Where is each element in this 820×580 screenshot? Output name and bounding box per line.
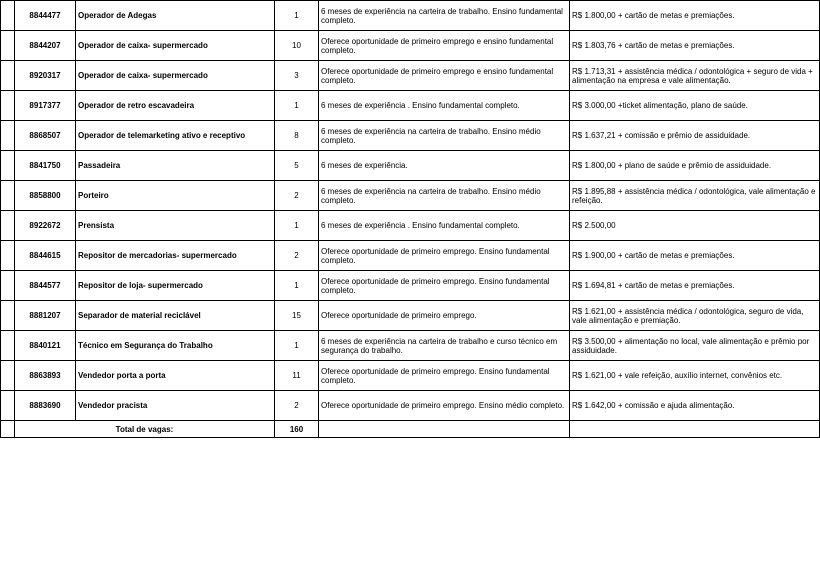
job-benefits: R$ 1.800,00 + cartão de metas e premiações. — [570, 1, 820, 31]
table-row — [1, 31, 820, 61]
job-vacancies: 1 — [275, 331, 319, 361]
job-requirements: Oferece oportunidade de primeiro emprego e ensino fundamental completo. — [319, 61, 570, 91]
table-row — [1, 181, 820, 211]
job-vacancies: 2 — [275, 391, 319, 421]
table-row — [1, 1, 820, 31]
job-vacancies: 5 — [275, 151, 319, 181]
job-vacancies: 1 — [275, 271, 319, 301]
total-row — [1, 421, 820, 438]
table-row — [1, 241, 820, 271]
job-rows — [1, 1, 820, 438]
job-vacancies: 2 — [275, 181, 319, 211]
job-code: 8844577 — [15, 271, 76, 301]
job-vacancies: 1 — [275, 91, 319, 121]
job-title: Operador de caixa- supermercado — [76, 31, 275, 61]
job-code: 8920317 — [15, 61, 76, 91]
job-title: Vendedor porta a porta — [76, 361, 275, 391]
job-code: 8844615 — [15, 241, 76, 271]
row-margin-cell — [1, 181, 15, 211]
job-title: Separador de material reciclável — [76, 301, 275, 331]
job-code: 8883690 — [15, 391, 76, 421]
job-code: 8863893 — [15, 361, 76, 391]
job-benefits: R$ 1.637,21 + comissão e prêmio de assiduidade. — [570, 121, 820, 151]
row-margin-cell — [1, 421, 15, 438]
job-requirements: 6 meses de experiência. — [319, 151, 570, 181]
job-benefits: R$ 1.621,00 + assistência médica / odontológica, seguro de vida, vale alimentação e premiação. — [570, 301, 820, 331]
job-code: 8858800 — [15, 181, 76, 211]
total-empty-cell — [570, 421, 820, 438]
row-margin-cell — [1, 61, 15, 91]
total-label: Total de vagas: — [15, 421, 275, 438]
row-margin-cell — [1, 241, 15, 271]
job-title: Repositor de mercadorias- supermercado — [76, 241, 275, 271]
job-requirements: 6 meses de experiência na carteira de trabalho. Ensino médio completo. — [319, 181, 570, 211]
job-requirements: 6 meses de experiência . Ensino fundamental completo. — [319, 91, 570, 121]
table-row — [1, 121, 820, 151]
total-value: 160 — [275, 421, 319, 438]
row-margin-cell — [1, 211, 15, 241]
job-title: Vendedor pracista — [76, 391, 275, 421]
job-benefits: R$ 1.713,31 + assistência médica / odontológica + seguro de vida + alimentação na empresa e vale alimentação. — [570, 61, 820, 91]
job-title: Passadeira — [76, 151, 275, 181]
row-margin-cell — [1, 301, 15, 331]
job-title: Porteiro — [76, 181, 275, 211]
job-code: 8844207 — [15, 31, 76, 61]
job-code: 8881207 — [15, 301, 76, 331]
row-margin-cell — [1, 1, 15, 31]
job-code: 8868507 — [15, 121, 76, 151]
job-benefits: R$ 1.800,00 + plano de saúde e prêmio de assiduidade. — [570, 151, 820, 181]
row-margin-cell — [1, 391, 15, 421]
job-requirements: 6 meses de experiência na carteira de trabalho e curso técnico em segurança do trabalho. — [319, 331, 570, 361]
job-benefits: R$ 1.900,00 + cartão de metas e premiações. — [570, 241, 820, 271]
job-vacancies: 10 — [275, 31, 319, 61]
row-margin-cell — [1, 271, 15, 301]
job-vacancies: 3 — [275, 61, 319, 91]
job-vacancies: 11 — [275, 361, 319, 391]
job-requirements: 6 meses de experiência . Ensino fundamental completo. — [319, 211, 570, 241]
job-benefits: R$ 1.642,00 + comissão e ajuda alimentação. — [570, 391, 820, 421]
job-benefits: R$ 2.500,00 — [570, 211, 820, 241]
table-row — [1, 91, 820, 121]
job-title: Prensista — [76, 211, 275, 241]
table-row — [1, 361, 820, 391]
job-vacancies: 2 — [275, 241, 319, 271]
table-row — [1, 331, 820, 361]
job-vacancies: 1 — [275, 211, 319, 241]
row-margin-cell — [1, 91, 15, 121]
job-title: Operador de telemarketing ativo e receptivo — [76, 121, 275, 151]
job-requirements: Oferece oportunidade de primeiro emprego e ensino fundamental completo. — [319, 31, 570, 61]
table-row — [1, 61, 820, 91]
table-row — [1, 151, 820, 181]
total-empty-cell — [319, 421, 570, 438]
job-benefits: R$ 3.500,00 + alimentação no local, vale alimentação e prêmio por assiduidade. — [570, 331, 820, 361]
job-requirements: 6 meses de experiência na carteira de trabalho. Ensino médio completo. — [319, 121, 570, 151]
job-title: Repositor de loja- supermercado — [76, 271, 275, 301]
job-code: 8922672 — [15, 211, 76, 241]
job-title: Operador de caixa- supermercado — [76, 61, 275, 91]
job-requirements: Oferece oportunidade de primeiro emprego. Ensino fundamental completo. — [319, 361, 570, 391]
job-requirements: Oferece oportunidade de primeiro emprego. — [319, 301, 570, 331]
row-margin-cell — [1, 331, 15, 361]
table-row — [1, 211, 820, 241]
row-margin-cell — [1, 151, 15, 181]
table-row — [1, 301, 820, 331]
job-vacancies: 8 — [275, 121, 319, 151]
job-vacancies: 15 — [275, 301, 319, 331]
job-requirements: Oferece oportunidade de primeiro emprego. Ensino médio completo. — [319, 391, 570, 421]
job-benefits: R$ 1.621,00 + vale refeição, auxílio internet, convênios etc. — [570, 361, 820, 391]
table-row — [1, 271, 820, 301]
row-margin-cell — [1, 121, 15, 151]
job-title: Técnico em Segurança do Trabalho — [76, 331, 275, 361]
job-vacancies: 1 — [275, 1, 319, 31]
job-requirements: Oferece oportunidade de primeiro emprego. Ensino fundamental completo. — [319, 241, 570, 271]
job-code: 8844477 — [15, 1, 76, 31]
job-requirements: Oferece oportunidade de primeiro emprego. Ensino fundamental completo. — [319, 271, 570, 301]
job-code: 8841750 — [15, 151, 76, 181]
job-benefits: R$ 1.803,76 + cartão de metas e premiações. — [570, 31, 820, 61]
job-title: Operador de Adegas — [76, 1, 275, 31]
job-code: 8840121 — [15, 331, 76, 361]
row-margin-cell — [1, 361, 15, 391]
job-title: Operador de retro escavadeira — [76, 91, 275, 121]
row-margin-cell — [1, 31, 15, 61]
job-code: 8917377 — [15, 91, 76, 121]
job-benefits: R$ 3.000,00 +ticket alimentação, plano de saúde. — [570, 91, 820, 121]
job-benefits: R$ 1.895,88 + assistência médica / odontológica, vale alimentação e refeição. — [570, 181, 820, 211]
job-benefits: R$ 1.694,81 + cartão de metas e premiações. — [570, 271, 820, 301]
table-row — [1, 391, 820, 421]
job-requirements: 6 meses de experiência na carteira de trabalho. Ensino fundamental completo. — [319, 1, 570, 31]
